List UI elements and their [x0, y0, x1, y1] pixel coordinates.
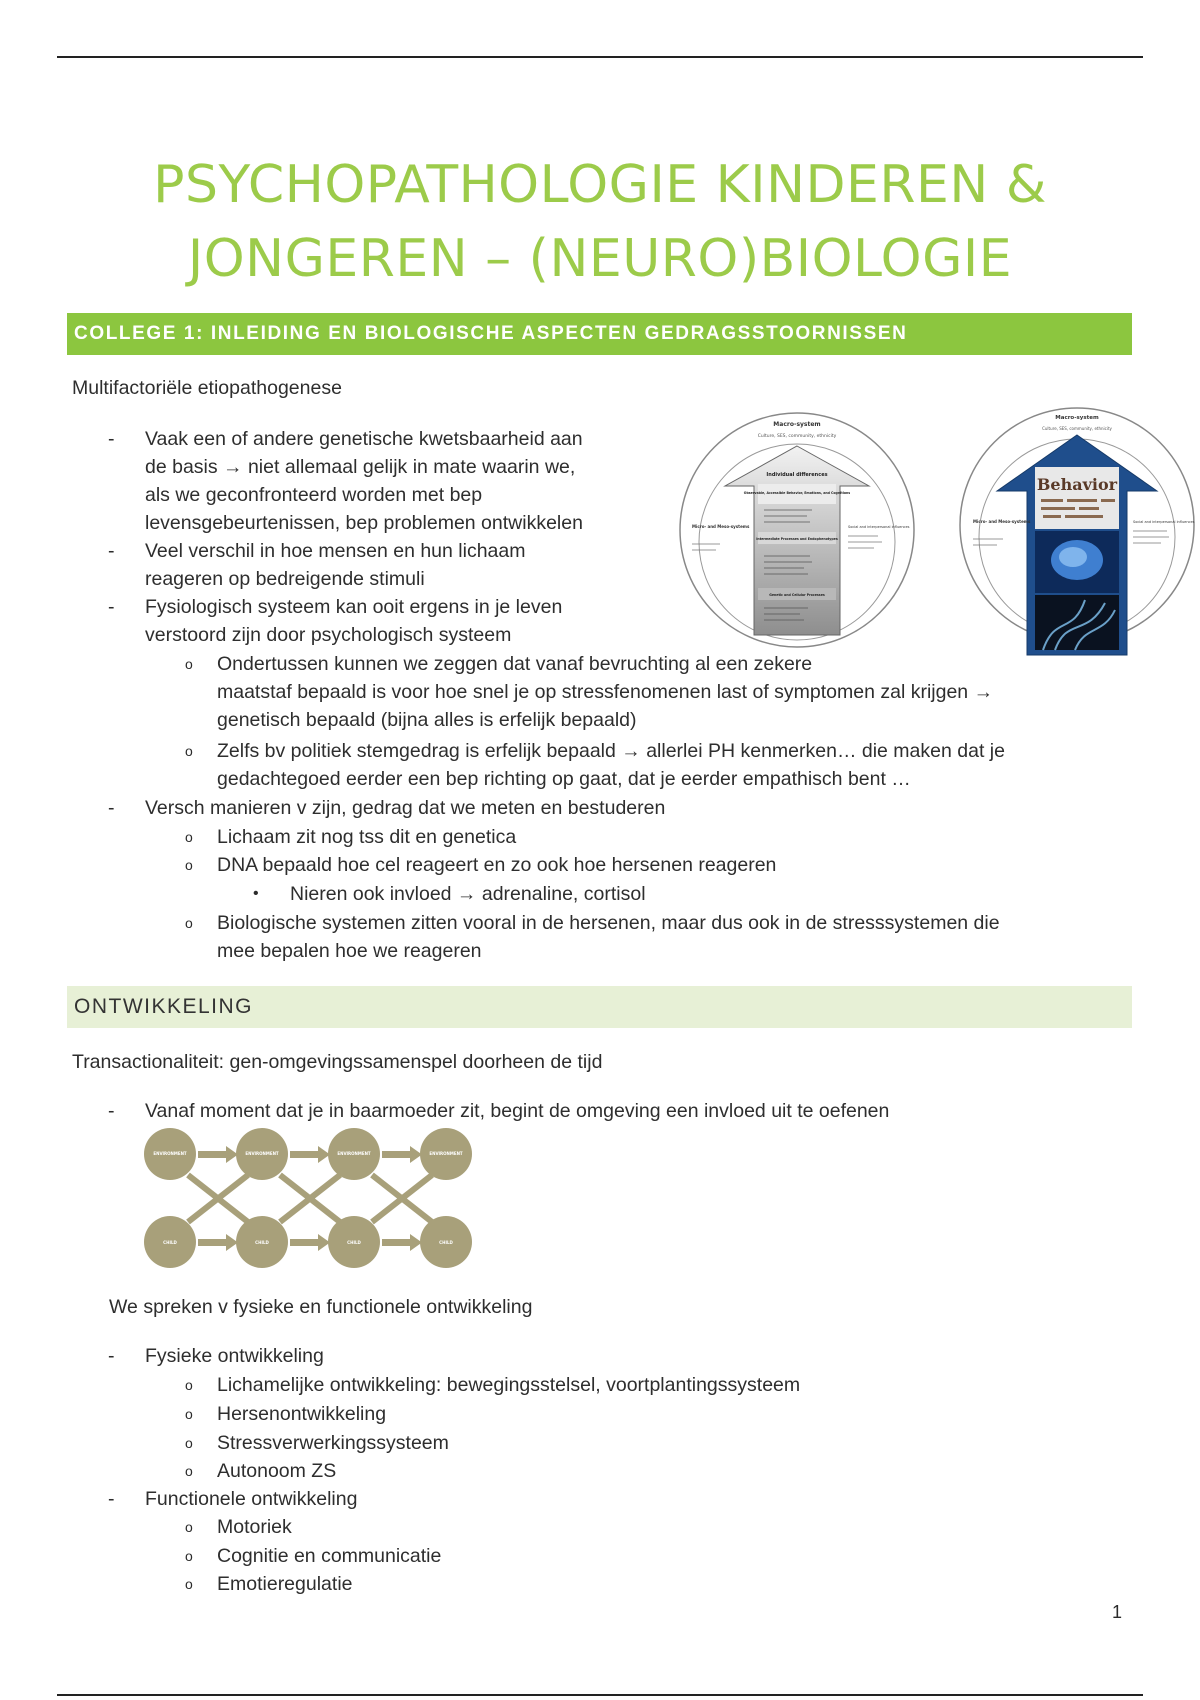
list-item: levensgebeurtenissen, bep problemen ontwikkelen [145, 512, 583, 534]
environment-node-label: ENVIRONMENT [245, 1151, 279, 1156]
list-item: mee bepalen hoe we reageren [217, 940, 482, 962]
list-item: Fysiologisch systeem kan ooit ergens in je leven [145, 596, 563, 618]
section-heading-ontwikkeling: ONTWIKKELING [67, 986, 1132, 1028]
dash-bullet: - [108, 540, 115, 562]
right-label: Social and interpersonal influences [1133, 520, 1195, 524]
list-item: Functionele ontwikkeling [145, 1488, 358, 1510]
circle-bullet: o [185, 1576, 193, 1592]
list-item: maatstaf bepaald is voor hoe snel je op stressfenomenen last of symptomen zal krijgen → [217, 681, 994, 703]
circle-bullet: o [185, 1377, 193, 1393]
circle-bullet: o [185, 743, 193, 759]
title-line-1: PSYCHOPATHOLOGIE KINDEREN & [153, 155, 1047, 215]
dash-bullet: - [108, 596, 115, 618]
environment-node-label: ENVIRONMENT [153, 1151, 187, 1156]
macro-label: Macro-system [773, 421, 821, 428]
right-label: Social and interpersonal influences [848, 525, 910, 529]
list-item: Stressverwerkingssysteem [217, 1432, 449, 1454]
circle-bullet: o [185, 1463, 193, 1479]
intro-text: Multifactoriële etiopathogenese [72, 377, 342, 399]
circle-bullet: o [185, 915, 193, 931]
list-item: Fysieke ontwikkeling [145, 1345, 324, 1367]
behavior-banner: Behavior [1036, 475, 1118, 494]
list-item: Zelfs bv politiek stemgedrag is erfelijk bepaald → allerlei PH kenmerken… die maken dat je [217, 740, 1005, 762]
list-item: Emotieregulatie [217, 1573, 353, 1595]
list-item: Hersenontwikkeling [217, 1403, 387, 1425]
list-item: reageren op bedreigende stimuli [145, 568, 425, 590]
child-node-label: CHILD [255, 1240, 269, 1245]
environment-node-label: ENVIRONMENT [337, 1151, 371, 1156]
circle-bullet: o [185, 857, 193, 873]
list-item: Vanaf moment dat je in baarmoeder zit, begint de omgeving een invloed uit te oefenen [145, 1100, 890, 1122]
bottom-rule [57, 1694, 1143, 1696]
list-item: Lichamelijke ontwikkeling: bewegingsstelsel, voortplantingssysteem [217, 1374, 801, 1396]
list-item: verstoord zijn door psychologisch systeem [145, 624, 512, 646]
dash-bullet: - [108, 1345, 115, 1367]
list-item: Ondertussen kunnen we zeggen dat vanaf bevruchting al een zekere [217, 653, 813, 675]
left-label: Micro- and Meso-systems [973, 519, 1031, 524]
list-item: Veel verschil in hoe mensen en hun lichaam [145, 540, 526, 562]
list-item: gedachtegoed eerder een bep richting op gaat, dat je eerder empathisch bent … [217, 768, 911, 790]
ecological-model-figure-gray [672, 410, 922, 650]
macro-sub: Culture, SES, community, ethnicity [757, 434, 837, 439]
box1-label: Observable, Accessible Behavior, Emotions, and Cognitions [743, 491, 851, 495]
circle-bullet: o [185, 656, 193, 672]
top-rule [57, 56, 1143, 58]
paragraph-text: We spreken v fysieke en functionele ontwikkeling [109, 1296, 533, 1318]
box3-label: Genetic and Cellular Processes [769, 593, 825, 597]
list-item: DNA bepaald hoe cel reageert en zo ook hoe hersenen reageren [217, 854, 777, 876]
page-number: 1 [1112, 1602, 1123, 1622]
title-line-2: JONGEREN – (NEURO)BIOLOGIE [187, 229, 1013, 289]
dash-bullet: - [108, 1488, 115, 1510]
circle-bullet: o [185, 1548, 193, 1564]
intro-text: Transactionaliteit: gen-omgevingssamenspel doorheen de tijd [72, 1051, 603, 1073]
list-item: als we geconfronteerd worden met bep [145, 484, 483, 506]
section-heading-college-1: COLLEGE 1: INLEIDING EN BIOLOGISCHE ASPECTEN GEDRAGSSTOORNISSEN [67, 313, 1132, 355]
dash-bullet: - [108, 1100, 115, 1122]
child-node-label: CHILD [439, 1240, 453, 1245]
environment-node-label: ENVIRONMENT [429, 1151, 463, 1156]
dash-bullet: - [108, 797, 115, 819]
circle-bullet: o [185, 1435, 193, 1451]
circle-bullet: o [185, 1406, 193, 1422]
list-item: Lichaam zit nog tss dit en genetica [217, 826, 517, 848]
macro-label: Macro-system [1055, 415, 1099, 421]
disc-bullet: • [253, 885, 259, 902]
list-item: Vaak een of andere genetische kwetsbaarheid aan [145, 428, 583, 450]
left-label: Micro- and Meso-systems [692, 524, 750, 529]
list-item: Motoriek [217, 1516, 292, 1538]
list-item: genetisch bepaald (bijna alles is erfelijk bepaald) [217, 709, 637, 731]
circle-bullet: o [185, 1519, 193, 1535]
child-node-label: CHILD [163, 1240, 177, 1245]
box2-label: Intermediate Processes and Endophenotypes [756, 537, 838, 541]
child-node-label: CHILD [347, 1240, 361, 1245]
list-item: Nieren ook invloed → adrenaline, cortisol [290, 883, 646, 905]
list-item: Autonoom ZS [217, 1460, 337, 1482]
list-item: Versch manieren v zijn, gedrag dat we meten en bestuderen [145, 797, 666, 819]
arrow-title: Individual differences [766, 472, 828, 478]
dash-bullet: - [108, 428, 115, 450]
list-item: Biologische systemen zitten vooral in de hersenen, maar dus ook in de stresssystemen die [217, 912, 1000, 934]
list-item: Cognitie en communicatie [217, 1545, 442, 1567]
page-title [0, 148, 1200, 296]
list-item: de basis → niet allemaal gelijk in mate waarin we, [145, 456, 576, 478]
circle-bullet: o [185, 829, 193, 845]
macro-sub: Culture, SES, community, ethnicity [1042, 426, 1112, 431]
transactional-model-figure [140, 1125, 480, 1270]
ecological-model-figure-blue [955, 405, 1200, 657]
